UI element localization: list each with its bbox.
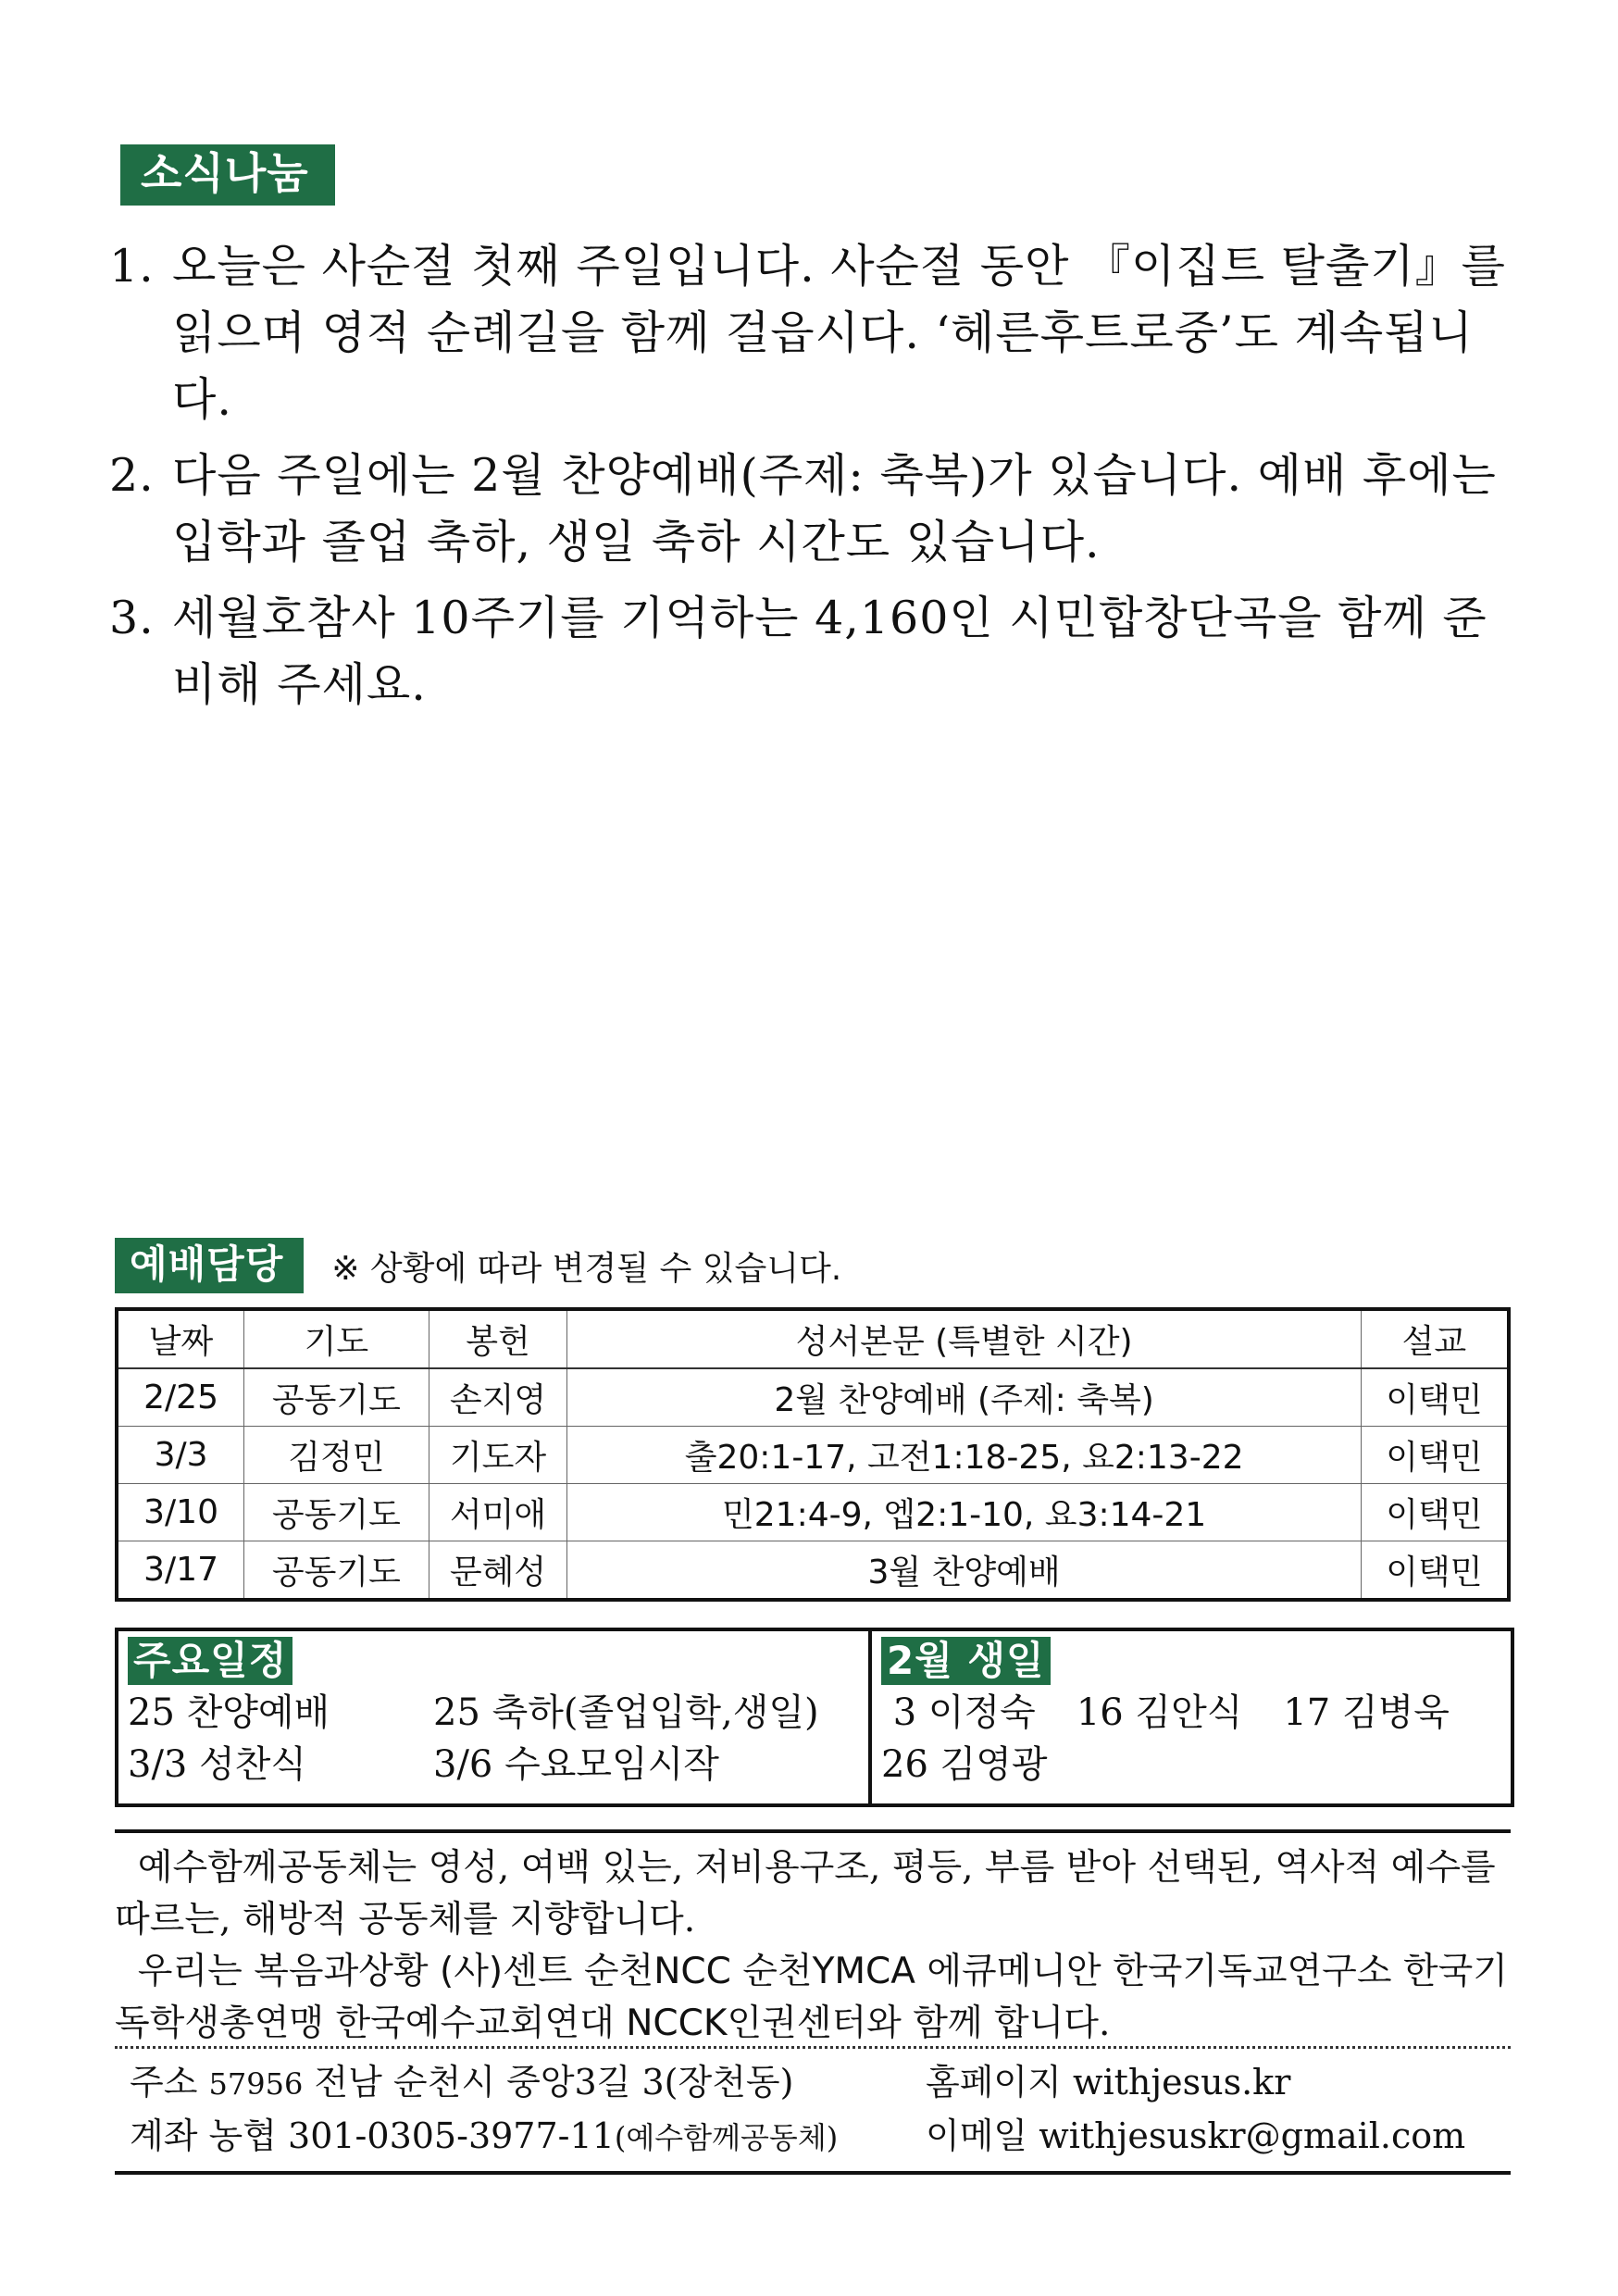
news-item [109, 443, 1516, 576]
birthdays-title: 2월 생일 [881, 1637, 1051, 1685]
homepage-link[interactable]: withjesus.kr [1072, 2062, 1291, 2103]
news-item-text: 오늘은 사순절 첫째 주일입니다. 사순절 동안 『이집트 탈출기』를 읽으며 영적 순례길을 함께 걸읍시다. ‘헤른후트로중’도 계속됩니다. [172, 240, 1506, 426]
cell-sermon: 이택민 [1361, 1541, 1509, 1601]
cell-prayer: 공동기도 [244, 1484, 429, 1541]
schedule-item: 25 축하(졸업입학,생일) [433, 1691, 819, 1734]
cell-offering: 서미애 [429, 1484, 567, 1541]
table-row [117, 1427, 1509, 1484]
email-link[interactable]: withjesuskr@gmail.com [1039, 2115, 1466, 2156]
email-label: 이메일 [926, 2115, 1028, 2156]
table-row [117, 1541, 1509, 1601]
cell-sermon: 이택민 [1361, 1368, 1509, 1427]
cell-date: 2/25 [117, 1368, 244, 1427]
table-row [117, 1368, 1509, 1427]
bank-name: 농협 [208, 2115, 277, 2156]
info-box [115, 1628, 1514, 1807]
table-header-row [117, 1309, 1509, 1368]
cell-scripture: 민21:4-9, 엡2:1-10, 요3:14-21 [567, 1484, 1361, 1541]
address: 전남 순천시 중앙3길 3(장천동) [314, 2062, 794, 2103]
birthday-item: 3 이정숙 [892, 1691, 1036, 1734]
duty-section-title: 예배담당 [115, 1238, 304, 1293]
cell-prayer: 공동기도 [244, 1541, 429, 1601]
cell-prayer: 김정민 [244, 1427, 429, 1484]
schedule-list [128, 1687, 859, 1791]
account-number: 301-0305-3977-11 [288, 2115, 615, 2156]
duty-table [115, 1307, 1511, 1602]
birthdays-panel [872, 1631, 1511, 1803]
news-item-number: 2. [109, 449, 155, 502]
birthday-item: 26 김영광 [881, 1743, 1048, 1786]
account-holder: (예수함께공동체) [614, 2120, 839, 2155]
news-item-text: 세월호참사 10주기를 기억하는 4,160인 시민합창단곡을 함께 준비해 주세요. [172, 592, 1487, 711]
cell-date: 3/17 [117, 1541, 244, 1601]
schedule-title: 주요일정 [128, 1637, 292, 1685]
partner-list: 복음과상황 (사)센트 순천NCC 순천YMCA 에큐메니안 한국기독교연구소 한국기독학생총연맹 한국예수교회연대 NCCK인권센터 [115, 1951, 1508, 2044]
cell-scripture: 2월 찬양예배 (주제: 축복) [567, 1368, 1361, 1427]
duty-header [115, 1237, 841, 1294]
cell-offering: 문혜성 [429, 1541, 567, 1601]
news-section-title: 소식나눔 [120, 144, 335, 206]
schedule-item: 3/6 수요모임시작 [433, 1743, 719, 1786]
community-name: 예수함께공동체 [137, 1847, 382, 1889]
cell-sermon: 이택민 [1361, 1427, 1509, 1484]
cell-sermon: 이택민 [1361, 1484, 1509, 1541]
homepage-label: 홈페이지 [926, 2062, 1062, 2103]
news-list [109, 233, 1516, 728]
header-prayer: 기도 [244, 1309, 429, 1368]
postcode: 57956 [208, 2066, 304, 2102]
cell-prayer: 공동기도 [244, 1368, 429, 1427]
cell-date: 3/10 [117, 1484, 244, 1541]
partners-outro: 와 함께 합니다. [866, 2003, 1111, 2044]
birthday-item: 17 김병욱 [1283, 1691, 1450, 1734]
cell-offering: 손지영 [429, 1368, 567, 1427]
news-item-number: 3. [109, 592, 155, 644]
account-label: 계좌 [130, 2115, 198, 2156]
news-item [109, 585, 1516, 718]
schedule-item: 3/3 성찬식 [128, 1743, 307, 1786]
birthday-list [881, 1687, 1501, 1791]
birthday-item: 16 김안식 [1076, 1691, 1243, 1734]
partners-intro: 우리는 [137, 1951, 243, 1992]
cell-scripture: 출20:1-17, 고전1:18-25, 요2:13-22 [567, 1427, 1361, 1484]
cell-offering: 기도자 [429, 1427, 567, 1484]
news-item-number: 1. [109, 240, 155, 293]
cell-date: 3/3 [117, 1427, 244, 1484]
header-offering: 봉헌 [429, 1309, 567, 1368]
header-date: 날짜 [117, 1309, 244, 1368]
schedule-panel [118, 1631, 872, 1803]
news-item [109, 233, 1516, 433]
mission-text: 는 영성, 여백 있는, 저비용구조, 평등, 부름 받아 선택된, 역사적 예수를 따르는, 해방적 공동체를 지향합니다. [115, 1847, 1496, 1940]
news-item-text: 다음 주일에는 2월 찬양예배(주제: 축복)가 있습니다. 예배 후에는 입학과 졸업 축하, 생일 축하 시간도 있습니다. [172, 449, 1497, 568]
duty-note: ※ 상황에 따라 변경될 수 있습니다. [331, 1249, 842, 1288]
mission-statement [115, 1829, 1511, 2050]
header-sermon: 설교 [1361, 1309, 1509, 1368]
table-row [117, 1484, 1509, 1541]
contact-info [115, 2046, 1511, 2175]
address-label: 주소 [130, 2062, 198, 2103]
header-scripture: 성서본문 (특별한 시간) [567, 1309, 1361, 1368]
schedule-item: 25 찬양예배 [128, 1691, 330, 1734]
cell-scripture: 3월 찬양예배 [567, 1541, 1361, 1601]
